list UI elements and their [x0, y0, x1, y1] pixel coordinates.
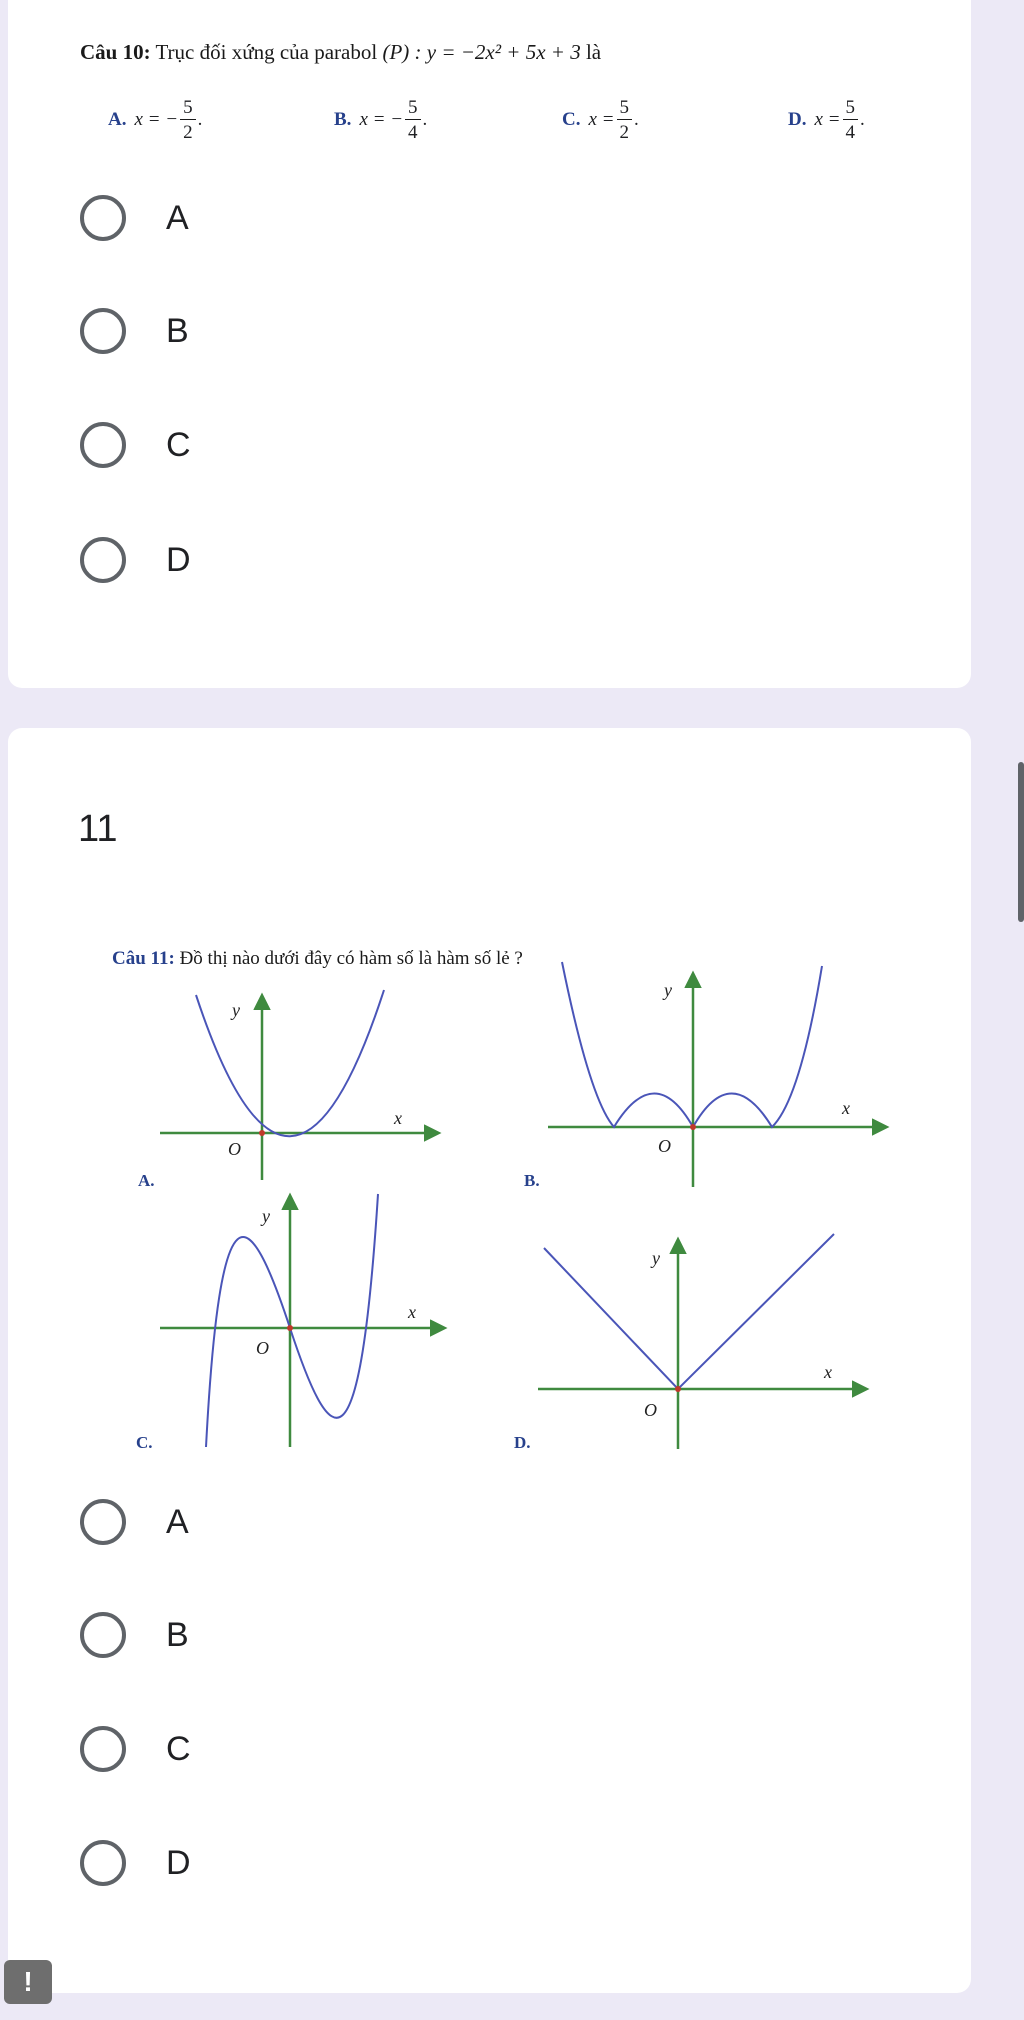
graph-d-label: D.	[514, 1433, 531, 1452]
origin-label: O	[644, 1400, 657, 1420]
origin-label: O	[256, 1338, 269, 1358]
intersection-point	[675, 1386, 681, 1392]
y-axis-label: y	[232, 1000, 240, 1020]
q10-option-d: D. x = $\frac{5}{4}$ .	[788, 97, 865, 143]
parabola-curve	[196, 990, 384, 1136]
y-axis-label: y	[262, 1206, 270, 1226]
radio-button[interactable]	[80, 1726, 126, 1772]
v-curve	[544, 1234, 834, 1389]
q11-choice-d[interactable]: D	[80, 1835, 191, 1891]
x-axis-label: x	[408, 1302, 416, 1322]
graph-b-label: B.	[524, 1171, 540, 1190]
q10-choice-b[interactable]: B	[80, 303, 189, 359]
y-axis-label: y	[652, 1248, 660, 1268]
intersection-point	[259, 1130, 265, 1136]
q10-option-a: A. x = − $\frac{5}{2}$ .	[108, 97, 203, 143]
graph-b	[524, 962, 886, 1190]
fraction: $\frac{5}{4}$	[843, 98, 859, 142]
scrollbar-thumb[interactable]	[1018, 762, 1024, 922]
question-11-prefix: Câu 11:	[112, 948, 175, 969]
graph-c	[136, 1194, 444, 1452]
origin-label: O	[658, 1136, 671, 1156]
radio-button[interactable]	[80, 1612, 126, 1658]
q11-choice-a[interactable]: A	[80, 1494, 189, 1550]
radio-button[interactable]	[80, 1499, 126, 1545]
q10-option-b: B. x = − $\frac{5}{4}$ .	[334, 97, 428, 143]
graph-a-label: A.	[138, 1171, 155, 1190]
question-11-stem: Đồ thị nào dưới đây có hàm số là hàm số lẻ ?	[174, 948, 523, 969]
q10-choice-d[interactable]: D	[80, 532, 191, 588]
fraction: $\frac{5}{2}$	[180, 98, 196, 142]
origin-label: O	[228, 1139, 241, 1159]
graph-d	[514, 1234, 866, 1452]
question-number: 11	[78, 808, 118, 850]
cubic-curve	[206, 1194, 378, 1447]
q10-choice-a[interactable]: A	[80, 190, 189, 246]
radio-button[interactable]	[80, 1840, 126, 1886]
graph-a	[138, 990, 438, 1190]
question-10-stem-end: là	[580, 40, 602, 64]
q11-choice-c[interactable]: C	[80, 1721, 191, 1777]
x-axis-label: x	[842, 1098, 850, 1118]
q10-option-c: C. x = $\frac{5}{2}$ .	[562, 97, 639, 143]
x-axis-label: x	[824, 1362, 832, 1382]
question-10-prefix: Câu 10:	[80, 40, 151, 64]
q10-choice-c[interactable]: C	[80, 417, 191, 473]
fraction: $\frac{5}{2}$	[617, 98, 633, 142]
q11-choice-b[interactable]: B	[80, 1607, 189, 1663]
fraction: $\frac{5}{4}$	[405, 98, 421, 142]
y-axis-label: y	[664, 980, 672, 1000]
question-10-stem: Trục đối xứng của parabol	[150, 40, 383, 64]
x-axis-label: x	[394, 1108, 402, 1128]
alert-badge[interactable]: !	[4, 1960, 52, 2004]
intersection-point	[287, 1325, 293, 1331]
question-10-formula: (P) : y = −2x² + 5x + 3	[382, 40, 581, 64]
graph-c-label: C.	[136, 1433, 153, 1452]
intersection-point	[690, 1124, 696, 1130]
